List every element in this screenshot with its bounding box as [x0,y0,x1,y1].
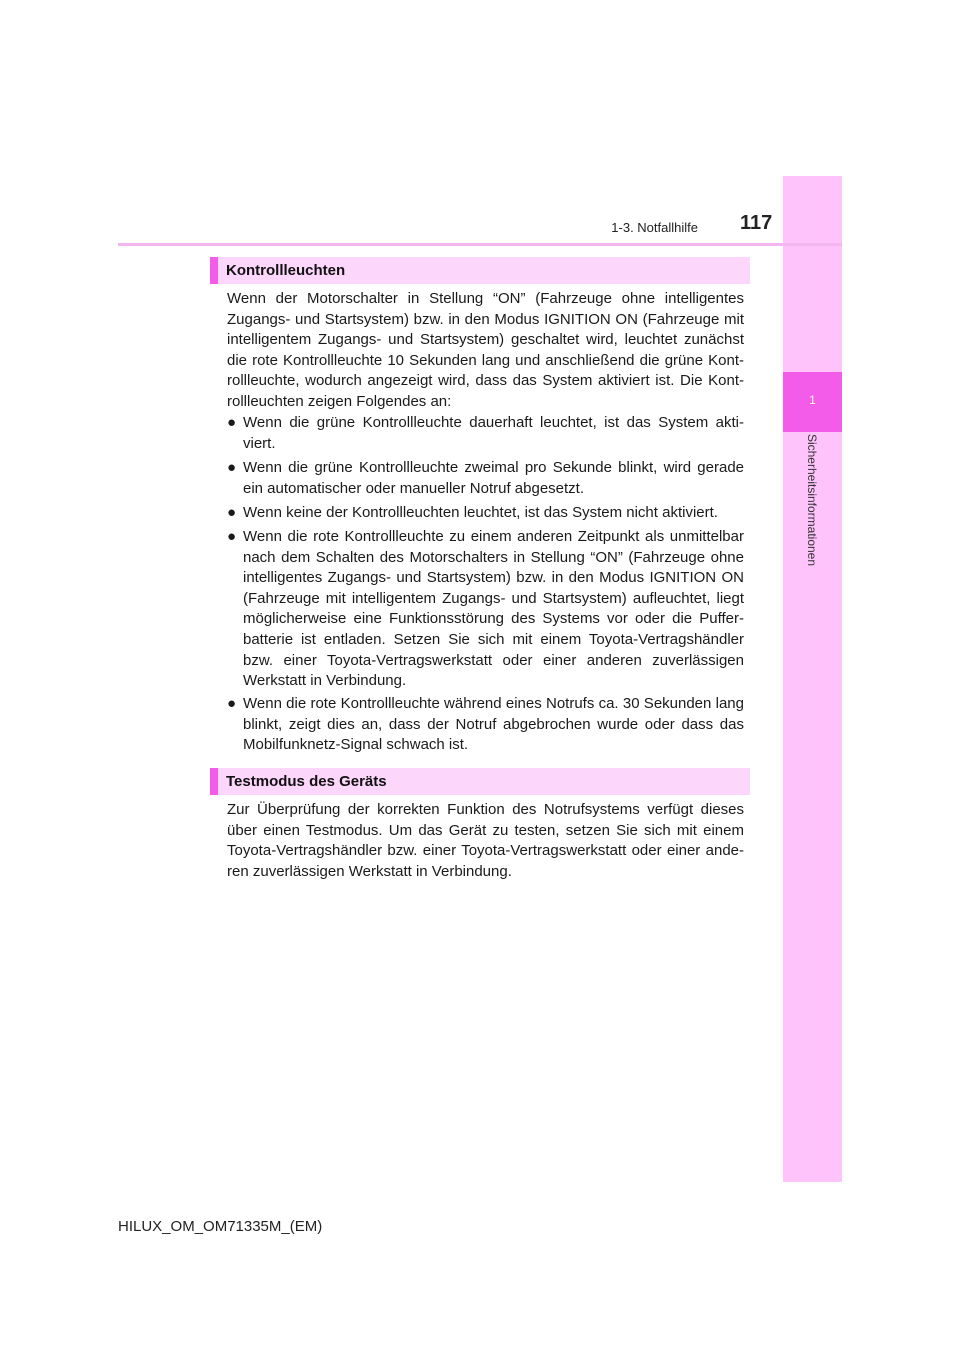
bullet-icon: ● [227,459,237,476]
list-item-text: Wenn keine der Kontrollleuchten leuchtet, ist das System nicht aktiviert. [243,504,718,521]
chapter-side-tab [783,176,842,1182]
list-item [227,413,744,454]
section-heading-testmodus: Testmodus des Geräts [210,768,750,795]
list-item [227,503,744,524]
list-item-text: Wenn die rote Kontrollleuchte zu einem anderen Zeitpunkt als unmittelbar nach dem Schalten des Motorschalters in Stellung “ON” (Fahrzeuge ohne intelligentes Zugangs- und Startsystem) bzw. in den Modus IGNITION ON (Fahrzeuge mit intelligentem Zugangs- und Startsystem) aufleuchtet, liegt möglicherweise eine Funktionsstörung des Systems vor oder die Puffer-batterie ist entladen. Setzen Sie sich mit einem Toyota-Vertragshändler bzw. einer Toyota-Vertragswerkstatt oder einer anderen zuverlässigen Werkstatt in Verbindung. [243,528,744,690]
header-divider [118,243,842,246]
list-item-text: Wenn die grüne Kontrollleuchte dauerhaft leuchtet, ist das System akti-viert. [243,414,744,452]
testmodus-paragraph: Zur Überprüfung der korrekten Funktion des Notrufsystems verfügt dieses über einen Testmodus. Um das Gerät zu testen, setzen Sie sich mit einem Toyota-Vertragshändler bzw. einer Toyota-Vertragswerkstatt oder einer ande-ren zuverlässigen Werkstatt in Verbindung. [227,801,744,880]
bullet-icon: ● [227,528,237,545]
page-number: 117 [740,212,773,234]
list-item [227,694,744,756]
document-id: HILUX_OM_OM71335M_(EM) [118,1218,323,1235]
section-heading-kontrollleuchten: Kontrollleuchten [210,257,750,284]
list-item-text: Wenn die grüne Kontrollleuchte zweimal pro Sekunde blinkt, wird gerade ein automatischer oder manueller Notruf abgesetzt. [243,459,744,497]
chapter-number-tab[interactable]: 1 [783,372,842,432]
bullet-icon: ● [227,414,237,431]
list-item [227,458,744,499]
bullet-icon: ● [227,695,237,712]
list-item-text: Wenn die rote Kontrollleuchte während eines Notrufs ca. 30 Sekunden lang blinkt, zeigt dies an, dass der Notruf abgebrochen wurde oder dass das Mobilfunknetz-Signal schwach ist. [243,695,744,754]
list-item [227,527,744,692]
chapter-title-label: Sicherheitsinformationen [805,433,819,567]
intro-paragraph: Wenn der Motorschalter in Stellung “ON” (Fahrzeuge ohne intelligentes Zugangs- und Startsystem) bzw. in den Modus IGNITION ON (Fahrzeuge mit intelligentem Zugangs- und Startsystem) geschaltet wird, leuchtet zunächst die rote Kontrollleuchte 10 Sekunden lang und anschließend die grüne Kont-rollleuchte, wodurch angezeigt wird, dass das System aktiviert ist. Die Kont-rollleuchten zeigen Folgendes an: [227,290,744,410]
section-title: 1-3. Notfallhilfe [611,220,698,235]
bullet-icon: ● [227,504,237,521]
